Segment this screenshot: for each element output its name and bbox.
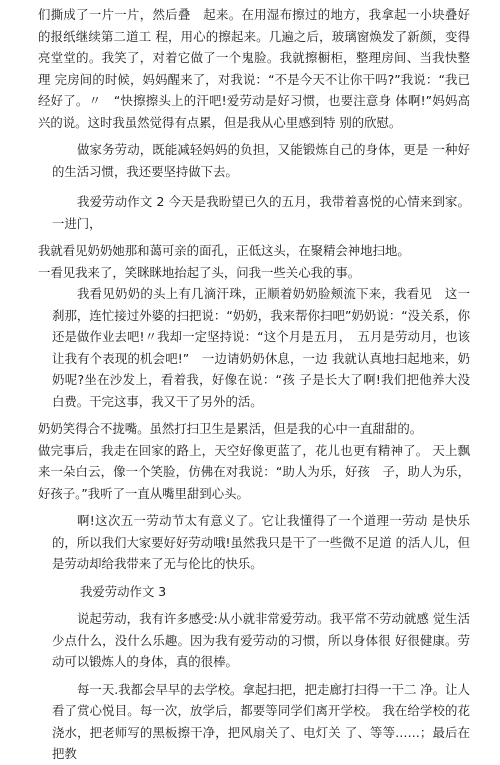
paragraph: 啊!这次五一劳动节太有意义了。它让我懂得了一个道理一劳动 是快乐的，所以我们大家要好好劳动哦!虽然我只是干了一些微不足道 的活人儿，但是劳动却给我带来了无与伦比的快乐。 — [52, 513, 470, 571]
paragraph: 奶奶笑得合不拢嘴。虽然打扫卫生是累活，但是我的心中一直甜甜的。 — [38, 421, 423, 436]
paragraph: 我就看见奶奶她那和蔼可亲的面孔，正低这头，在聚精会神地扫地。 — [38, 243, 410, 258]
paragraph: 做完事后，我走在回家的路上，天空好像更蓝了，花儿也更有精神了。 天上飘来一朵白云，像一个笑脸，仿佛在对我说：“助人为乐，好孩 子，助人为乐，好孩子。”我听了一直从嘴里甜到心头。 — [38, 442, 470, 501]
paragraph: 每一天.我都会早早的去学校。拿起扫把，把走廊打扫得一干二 净。让人看了赏心悦目。每一次，放学后，都要等同学们离开学校。 我在给学校的花浇水，把老师写的黑板擦干净，把风扇关了、电灯关 了、等等……；最后在把教 — [52, 681, 470, 761]
paragraph: 我看见奶奶的头上有几滴汗珠，正顺着奶奶脸颊流下来，我看见 这一刹那，连忙接过外婆的扫把说：“奶奶，我来帮你扫吧”奶奶说：“没关系，你还是做作业去吧!〃我却一定坚持说：“这个月是五月， 五月是劳动月，也该让我有个表现的机会吧!” 一边请奶奶休息，一边 我就认真地扫起地来，奶奶呢?坐在沙发上，看着我，好像在说：“孩 子是长大了啊!我们把他养大没白费。干完这事，我又干了另外的活。 — [52, 286, 470, 409]
paragraph: 做家务劳动，既能减轻妈妈的负担，又能锻炼自己的身体，更是 一种好的生活习惯，我还要坚持做下去。 — [52, 142, 470, 179]
paragraph: 一看见我来了，笑眯眯地抬起了头，问我一些关心我的事。 — [38, 264, 361, 280]
paragraph: 们撕成了一片一片，然后叠 起来。在用湿布擦过的地方，我拿起一小块叠好的报纸继续第二道工 程，用心的擦起来。几遍之后，玻璃窗焕发了新颜，变得亮堂堂的。我笑了，对着它做了一个鬼脸。我就擦橱柜，整理房间、当我快整理 完房间的时候，妈妈醒来了，对我说：“不是今天不让你干吗?”我说：“我已经好了。〃 “快擦擦头上的汗吧!爱劳动是好习惯，也要注意身 体啊!”妈妈高兴的说。这时我虽然觉得有点累，但是我从心里感到特 别的欣慰。 — [38, 7, 470, 130]
section-heading: 我爱劳动作文 3 — [80, 583, 167, 599]
paragraph: 说起劳动，我有许多感受:从小就非常爱劳动。我平常不劳动就感 觉生活少点什么，没什么乐趣。因为我有爱劳动的习惯，所以身体很 好很健康。劳动可以锻炼人的身体，真的很棒。 — [52, 611, 470, 669]
paragraph-heading-essay-2: 我爱劳动作文 2 今天是我盼望已久的五月，我带着喜悦的心情来到家。一进门， — [52, 194, 470, 231]
